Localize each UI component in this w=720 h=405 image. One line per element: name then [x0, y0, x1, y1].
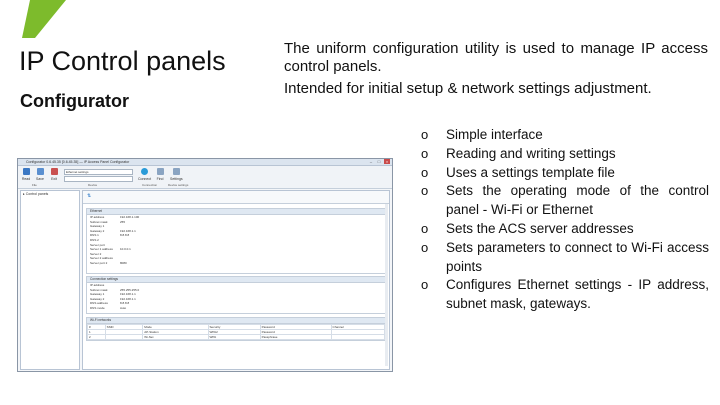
table-row[interactable]: 1 AP-Station WPA2 Password — [88, 330, 385, 335]
setting-row: DNS address 8.8.8.8 — [90, 301, 130, 306]
settings-select[interactable]: Ethernet settings — [64, 169, 133, 175]
ribbon-group-connection: Connection — [142, 183, 158, 187]
setting-row: Subnet mask 255.255.255.0 — [90, 287, 140, 292]
ribbon-group-file: File — [32, 183, 37, 187]
section-header: Connection settings — [87, 277, 385, 283]
description-line-2: Intended for initial setup & network settings adjustment. — [284, 80, 652, 97]
configurator-app-screenshot — [17, 158, 393, 372]
pane-tabstrip — [83, 191, 389, 204]
settings-pane — [82, 190, 390, 370]
section-connection — [86, 276, 386, 314]
setting-row: Subnet mask 255 — [90, 219, 126, 224]
setting-row: Gateway 2 192.168.1.1 — [90, 228, 136, 233]
device-select[interactable] — [64, 176, 133, 182]
setting-row: DNS 1 8.8.8.8 — [90, 233, 130, 238]
feature-item: o Sets parameters to connect to Wi-Fi access points — [421, 239, 709, 274]
ribbon-group-device-settings: Device settings — [168, 183, 189, 187]
setting-row: Server 1 address 10.0.0.1 — [90, 247, 131, 252]
bullet-marker-icon: o — [421, 183, 429, 199]
table-row[interactable]: 2 Wi-Net WPA Passphrase — [88, 335, 385, 340]
setting-row: Gateway 1 — [90, 224, 105, 229]
feature-list — [421, 126, 709, 314]
bullet-marker-icon: o — [421, 220, 429, 236]
find-icon — [157, 168, 164, 175]
slide-subtitle: Configurator — [20, 91, 129, 111]
setting-row: Gateway 2 192.168.1.1 — [90, 296, 136, 301]
setting-row: Server 2 — [90, 251, 102, 256]
section-ethernet — [86, 208, 386, 274]
find-button[interactable]: Find — [154, 168, 166, 181]
minimize-icon[interactable]: – — [369, 159, 373, 164]
bullet-marker-icon: o — [421, 239, 429, 255]
feature-item: o Configures Ethernet settings - IP address, subnet mask, gateways. — [421, 277, 709, 312]
corner-decoration — [0, 0, 70, 40]
description — [284, 40, 708, 98]
section-header: Ethernet — [87, 209, 385, 215]
connect-button[interactable]: Connect — [138, 168, 150, 181]
exit-icon — [51, 168, 58, 175]
feature-item: o Sets the operating mode of the control panel - Wi-Fi or Ethernet — [421, 183, 709, 218]
setting-row: DNS mode Auto — [90, 305, 127, 310]
app-ribbon — [18, 166, 392, 189]
wifi-table — [87, 324, 385, 340]
feature-item: o Simple interface — [421, 126, 709, 145]
app-window-title: Configurator 0.6.45.35 [0.6.45.35] — IP Access Panel Configurator — [26, 160, 130, 164]
bullet-marker-icon: o — [421, 164, 429, 180]
setting-row: DNS 2 — [90, 237, 99, 242]
setting-row: Server port — [90, 242, 105, 247]
setting-row: Gateway 1 192.168.1.1 — [90, 292, 136, 297]
setting-row: IP address — [90, 283, 105, 287]
tree-node-root[interactable]: ▸ Control panels — [23, 192, 49, 196]
slide-title: IP Control panels — [19, 46, 226, 76]
read-button[interactable]: Read — [20, 168, 32, 181]
settings-icon — [173, 168, 180, 175]
setting-row: Server port 2 8080 — [90, 260, 127, 265]
feature-item: o Sets the ACS server addresses — [421, 220, 709, 239]
bullet-marker-icon: o — [421, 145, 429, 161]
feature-item: o Uses a settings template file — [421, 164, 709, 183]
table-header-row: # SSID Mode Security Password Channel — [88, 325, 385, 330]
setting-row: IP address 192.168.1.100 — [90, 215, 140, 219]
maximize-icon[interactable]: □ — [377, 159, 381, 164]
section-header: Wi-Fi networks — [87, 318, 385, 324]
bullet-marker-icon: o — [421, 277, 429, 293]
ribbon-group-device: Device — [88, 183, 98, 187]
bullet-marker-icon: o — [421, 127, 429, 142]
setting-row: Server 2 address — [90, 256, 113, 261]
close-icon[interactable]: × — [385, 159, 389, 164]
app-titlebar — [18, 159, 392, 166]
pane-scrollbar[interactable] — [385, 204, 388, 366]
save-icon — [37, 168, 44, 175]
feature-item: o Reading and writing settings — [421, 145, 709, 164]
read-icon — [23, 168, 30, 175]
description-line-1: The uniform configuration utility is used to manage IP access control panels. — [284, 40, 708, 75]
settings-button[interactable]: Settings — [170, 168, 182, 181]
save-button[interactable]: Save — [34, 168, 46, 181]
exit-button[interactable]: Exit — [48, 168, 60, 181]
connect-icon — [141, 168, 148, 175]
device-tree — [20, 190, 80, 370]
section-wifi — [86, 317, 386, 341]
pane-tab-icon[interactable]: ⇅ — [87, 193, 92, 199]
